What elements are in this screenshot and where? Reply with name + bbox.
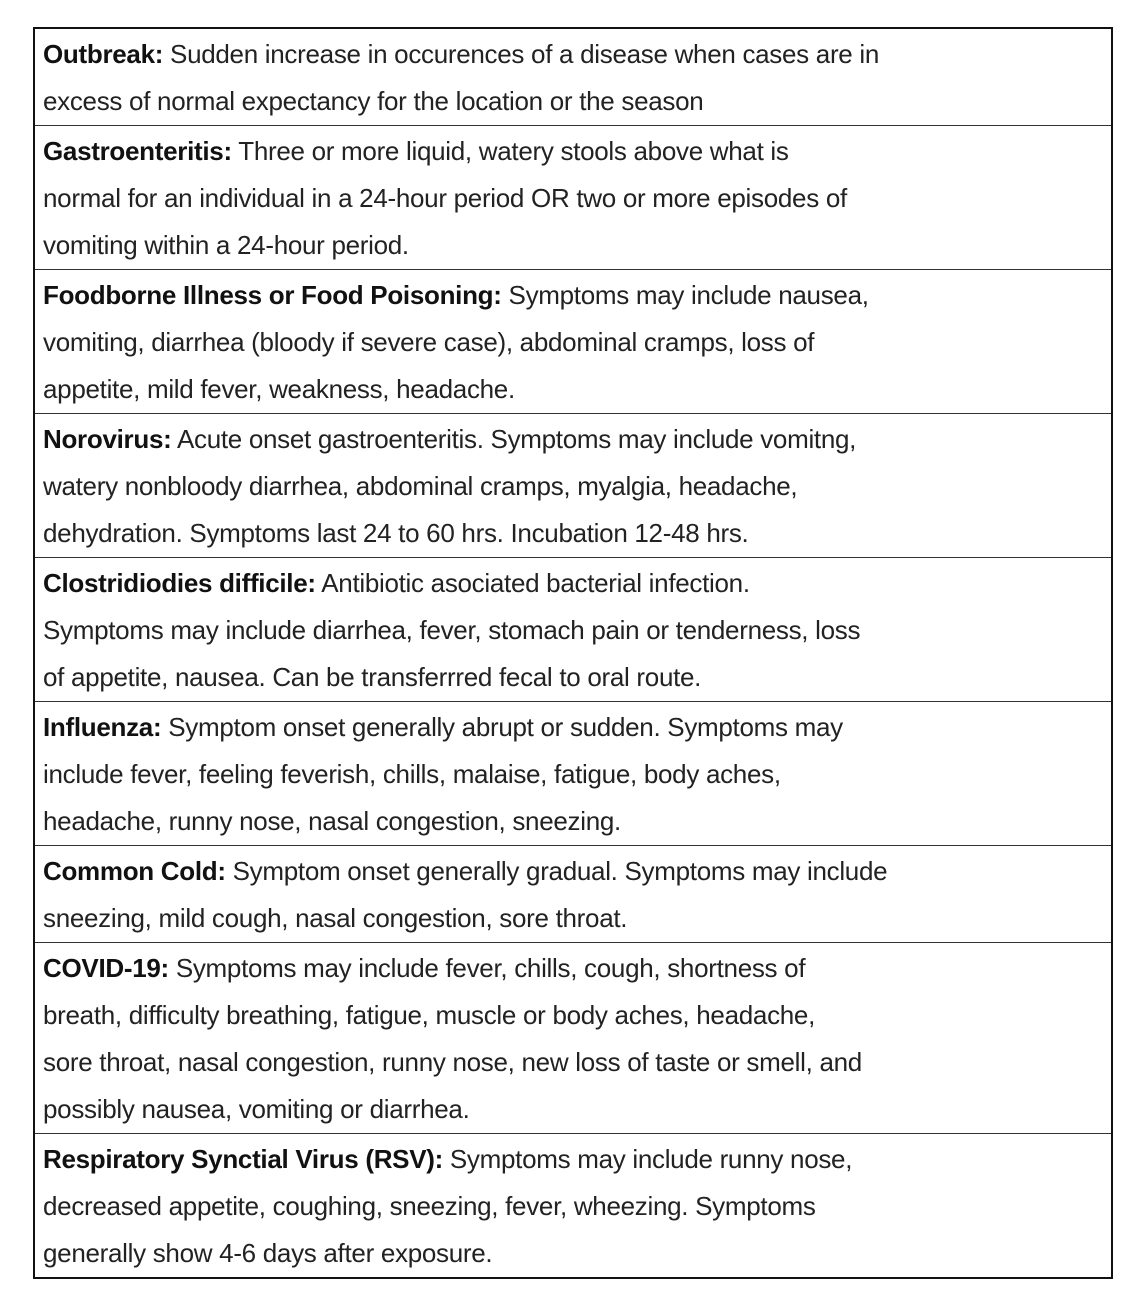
definition-text: generally show 4-6 days after exposure. [43, 1238, 493, 1268]
definition-row [35, 1133, 1111, 1277]
definition-text: of appetite, nausea. Can be transferrred fecal to oral route. [43, 662, 702, 692]
definition-line [43, 560, 1111, 607]
definition-text: Symptoms may include runny nose, [442, 1144, 853, 1174]
definition-line [43, 128, 1111, 175]
definition-term: Gastroenteritis: [43, 136, 232, 166]
definition-row [35, 845, 1111, 942]
definition-text: vomiting, diarrhea (bloody if severe case), abdominal cramps, loss of [43, 327, 815, 357]
definition-text: vomiting within a 24-hour period. [43, 230, 409, 260]
definition-term: Foodborne Illness or Food Poisoning: [43, 280, 502, 310]
definition-term: Common Cold: [43, 856, 226, 886]
definition-line [43, 175, 1111, 222]
definition-term: Respiratory Synctial Virus (RSV): [43, 1144, 443, 1174]
definition-line [43, 1230, 1111, 1277]
definition-row [35, 701, 1111, 845]
definition-text: Symptom onset generally abrupt or sudden. Symptoms may [161, 712, 843, 742]
definition-row [35, 413, 1111, 557]
definition-line [43, 1136, 1111, 1183]
definition-text: dehydration. Symptoms last 24 to 60 hrs. Incubation 12-48 hrs. [43, 518, 749, 548]
definition-line [43, 366, 1111, 413]
definition-text: headache, runny nose, nasal congestion, sneezing. [43, 806, 621, 836]
definition-text: Sudden increase in occurences of a disease when cases are in [163, 39, 880, 69]
definition-text: excess of normal expectancy for the location or the season [43, 86, 704, 116]
definition-line [43, 945, 1111, 992]
definition-text: include fever, feeling feverish, chills, malaise, fatigue, body aches, [43, 759, 781, 789]
definition-term: Influenza: [43, 712, 162, 742]
definition-text: possibly nausea, vomiting or diarrhea. [43, 1094, 470, 1124]
definition-line [43, 78, 1111, 125]
definition-line [43, 798, 1111, 845]
definition-line [43, 607, 1111, 654]
definition-row [35, 557, 1111, 701]
definition-text: sore throat, nasal congestion, runny nose, new loss of taste or smell, and [43, 1047, 862, 1077]
definition-term: COVID-19: [43, 953, 169, 983]
definition-line [43, 272, 1111, 319]
definition-line [43, 848, 1111, 895]
definition-term: Clostridiodies difficile: [43, 568, 316, 598]
definition-text: Symptoms may include diarrhea, fever, stomach pain or tenderness, loss [43, 615, 861, 645]
definition-line [43, 704, 1111, 751]
definition-text: Symptoms may include fever, chills, cough, shortness of [168, 953, 806, 983]
definition-line [43, 31, 1111, 78]
definition-text: breath, difficulty breathing, fatigue, muscle or body aches, headache, [43, 1000, 816, 1030]
definition-line [43, 992, 1111, 1039]
definition-text: Acute onset gastroenteritis. Symptoms may include vomitng, [171, 424, 857, 454]
definition-line [43, 895, 1111, 942]
definition-text: normal for an individual in a 24-hour period OR two or more episodes of [43, 183, 847, 213]
definitions-table [33, 27, 1113, 1279]
definition-text: Three or more liquid, watery stools above what is [231, 136, 789, 166]
definition-text: Antibiotic asociated bacterial infection. [315, 568, 750, 598]
definition-text: Symptoms may include nausea, [501, 280, 869, 310]
definition-row [35, 269, 1111, 413]
definition-term: Outbreak: [43, 39, 164, 69]
definition-text: sneezing, mild cough, nasal congestion, sore throat. [43, 903, 628, 933]
definition-line [43, 1086, 1111, 1133]
definition-line [43, 463, 1111, 510]
definition-text: appetite, mild fever, weakness, headache. [43, 374, 515, 404]
definition-line [43, 654, 1111, 701]
definition-row [35, 29, 1111, 125]
definition-line [43, 416, 1111, 463]
definition-term: Norovirus: [43, 424, 172, 454]
definition-line [43, 751, 1111, 798]
definition-line [43, 510, 1111, 557]
definition-row [35, 942, 1111, 1133]
definition-line [43, 319, 1111, 366]
definition-text: Symptom onset generally gradual. Symptoms may include [225, 856, 888, 886]
definition-text: watery nonbloody diarrhea, abdominal cramps, myalgia, headache, [43, 471, 798, 501]
definition-text: decreased appetite, coughing, sneezing, fever, wheezing. Symptoms [43, 1191, 816, 1221]
definition-line [43, 1183, 1111, 1230]
definition-line [43, 222, 1111, 269]
definition-line [43, 1039, 1111, 1086]
definition-row [35, 125, 1111, 269]
